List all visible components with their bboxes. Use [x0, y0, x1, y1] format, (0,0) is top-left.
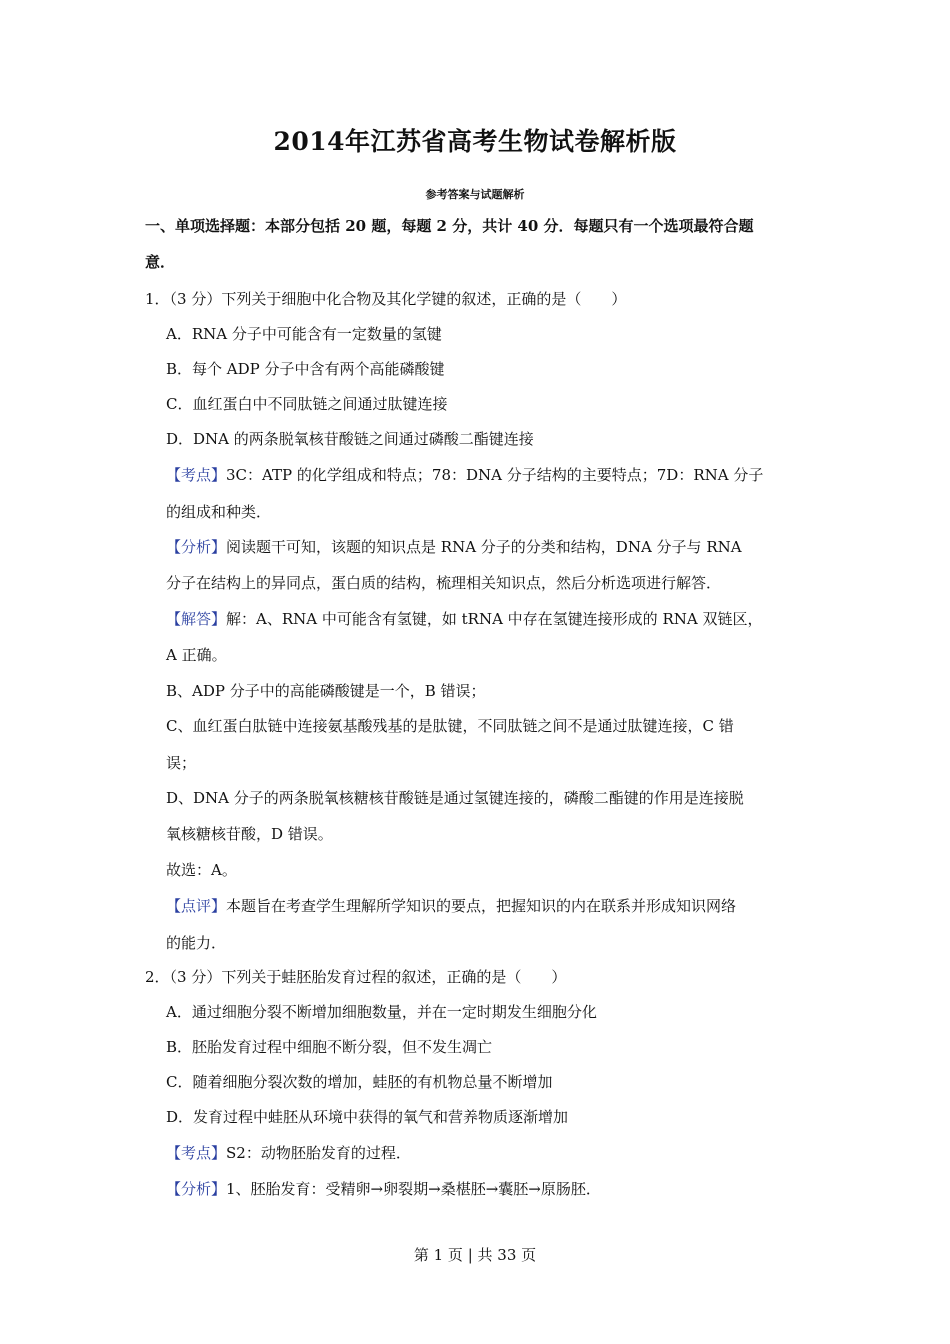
q1-kaodian-tag: 【考点】 — [166, 466, 227, 484]
q1-fenxi-text: 阅读题干可知，该题的知识点是 RNA 分子的分类和结构，DNA 分子与 RNA — [226, 538, 742, 556]
q2-kaodian-text: S2：动物胚胎发育的过程． — [226, 1144, 411, 1162]
document-title: 2014年江苏省高考生物试卷解析版 — [273, 127, 677, 156]
q2-fenxi — [166, 1179, 601, 1199]
q2-kaodian-tag: 【考点】 — [166, 1144, 227, 1162]
q2-option-c: C．随着细胞分裂次数的增加，蛙胚的有机物总量不断增加 — [166, 1073, 553, 1091]
q1-fenxi-cont: 分子在结构上的异同点，蛋白质的结构，梳理相关知识点，然后分析选项进行解答． — [166, 574, 722, 592]
q1-fenxi-tag: 【分析】 — [166, 538, 227, 556]
section-heading — [145, 208, 825, 280]
q1-kaodian-text: 3C：ATP 的化学组成和特点；78：DNA 分子结构的主要特点；7D：RNA 分子 — [226, 466, 764, 484]
q1-jieda-l3: B、ADP 分子中的高能磷酸键是一个，B 错误； — [166, 682, 486, 700]
q2-fenxi-tag: 【分析】 — [166, 1180, 227, 1198]
q1-jieda-l2: A 正确。 — [166, 646, 227, 664]
q1-option-d: D．DNA 的两条脱氧核苷酸链之间通过磷酸二酯键连接 — [166, 430, 534, 448]
q1-dianping-cont: 的能力． — [166, 934, 227, 952]
q1-option-a: A．RNA 分子中可能含有一定数量的氢键 — [166, 325, 442, 343]
q2-kaodian — [166, 1143, 411, 1163]
q1-jieda-text: 解：A、RNA 中可能含有氢键，如 tRNA 中存在氢键连接形成的 RNA 双链区， — [226, 610, 763, 628]
q1-jieda-l8: 故选：A。 — [166, 861, 237, 879]
q1-stem: 1．（3 分）下列关于细胞中化合物及其化学键的叙述，正确的是（ ） — [145, 290, 627, 308]
q1-jieda-l7: 氧核糖核苷酸，D 错误。 — [166, 825, 333, 843]
q1-dianping — [166, 896, 736, 916]
q1-option-b: B．每个 ADP 分子中含有两个高能磷酸键 — [166, 360, 445, 378]
q1-jieda — [166, 609, 762, 629]
page-footer: 第 1 页 | 共 33 页 — [413, 1246, 537, 1264]
q2-option-a: A．通过细胞分裂不断增加细胞数量，并在一定时期发生细胞分化 — [166, 1003, 597, 1021]
section-heading-line2: 意． — [145, 253, 176, 271]
q1-kaodian-cont: 的组成和种类． — [166, 503, 272, 521]
q1-kaodian — [166, 465, 763, 485]
q1-jieda-l4: C、血红蛋白肽链中连接氨基酸残基的是肽键，不同肽链之间不是通过肽键连接，C 错 — [166, 717, 734, 735]
q1-fenxi — [166, 537, 742, 557]
q1-dianping-text: 本题旨在考查学生理解所学知识的要点，把握知识的内在联系并形成知识网络 — [226, 897, 737, 915]
document-subtitle: 参考答案与试题解析 — [425, 188, 525, 201]
section-heading-line1: 一、单项选择题：本部分包括 20 题，每题 2 分，共计 40 分．每题只有一个选项最符合题 — [145, 217, 754, 235]
q1-jieda-tag: 【解答】 — [166, 610, 227, 628]
q1-dianping-tag: 【点评】 — [166, 897, 227, 915]
q2-fenxi-text: 1、胚胎发育：受精卵→卵裂期→桑椹胚→囊胚→原肠胚． — [226, 1180, 601, 1198]
q2-option-d: D．发育过程中蛙胚从环境中获得的氧气和营养物质逐渐增加 — [166, 1108, 569, 1126]
q1-jieda-l5: 误； — [166, 754, 197, 772]
q2-stem: 2．（3 分）下列关于蛙胚胎发育过程的叙述，正确的是（ ） — [145, 968, 567, 986]
q1-option-c: C．血红蛋白中不同肽链之间通过肽键连接 — [166, 395, 448, 413]
q2-option-b: B．胚胎发育过程中细胞不断分裂，但不发生凋亡 — [166, 1038, 493, 1056]
q1-jieda-l6: D、DNA 分子的两条脱氧核糖核苷酸链是通过氢键连接的，磷酸二酯键的作用是连接脱 — [166, 789, 744, 807]
